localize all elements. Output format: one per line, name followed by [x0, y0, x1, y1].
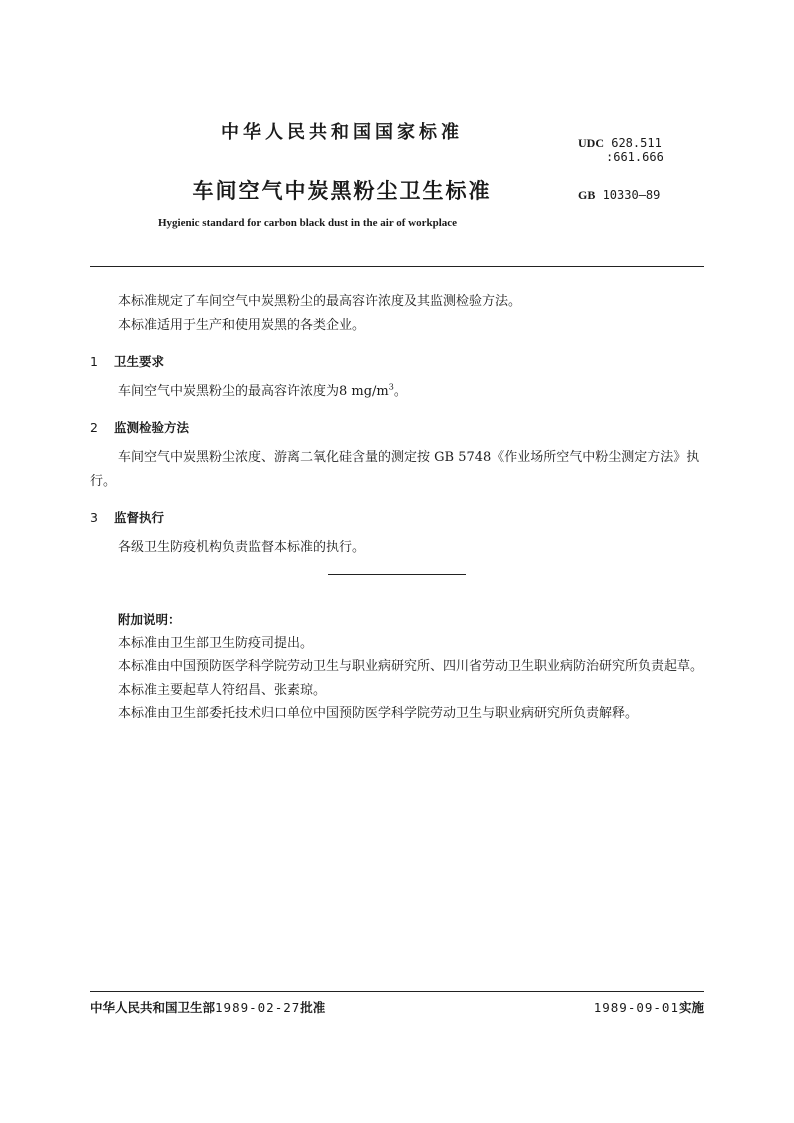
section-1-body-end: 。: [393, 384, 407, 399]
section-1-body-text: 车间空气中炭黑粉尘的最高容许浓度为8 mg/m: [118, 384, 389, 399]
approve-label: 批准: [300, 1000, 326, 1015]
section-2-body: 车间空气中炭黑粉尘浓度、游离二氧化硅含量的测定按 GB 5748《作业场所空气中粉尘测定方法》执行。: [90, 450, 700, 489]
section-1-title: 卫生要求: [114, 354, 165, 369]
section-2-heading: [90, 416, 704, 440]
footer-effective: [594, 998, 704, 1016]
intro-paragraph-2: 本标准适用于生产和使用炭黑的各类企业。: [118, 318, 366, 333]
udc-line-1: [578, 136, 664, 150]
superscript-3: 3: [388, 382, 394, 392]
national-standard-title: 中华人民共和国国家标准: [221, 122, 463, 143]
section-2-number: 2: [90, 420, 98, 435]
issuer: 中华人民共和国卫生部: [90, 1000, 216, 1015]
effective-date: 1989-09-01: [593, 1000, 679, 1015]
udc-label: UDC: [578, 136, 604, 150]
standard-title: 车间空气中炭黑粉尘卫生标准: [192, 179, 492, 203]
section-3-body: 各级卫生防疫机构负责监督本标准的执行。: [118, 540, 366, 555]
approve-date: 1989-02-27: [215, 1000, 301, 1015]
english-title: Hygienic standard for carbon black dust in the air of workplace: [158, 217, 458, 229]
section-1-heading: [90, 350, 704, 374]
udc-code-2: :661.666: [606, 150, 664, 164]
notes-heading: 附加说明：: [118, 612, 181, 627]
end-divider: [328, 574, 466, 575]
gb-label: GB: [578, 188, 596, 202]
section-3-title: 监督执行: [114, 510, 165, 525]
additional-notes: [90, 608, 704, 726]
note-line-2: 本标准由中国预防医学科学院劳动卫生与职业病研究所、四川省劳动卫生职业病防治研究所负责起草。: [118, 659, 704, 674]
section-1-body: [90, 380, 704, 404]
udc-code-1: 628.511: [611, 136, 662, 150]
note-line-3: 本标准主要起草人符绍昌、张素琼。: [118, 682, 327, 698]
footer: [90, 998, 704, 1016]
main-content: [90, 290, 704, 560]
section-3-heading: [90, 506, 704, 530]
effective-label: 实施: [678, 1000, 704, 1015]
intro-paragraph-1: 本标准规定了车间空气中炭黑粉尘的最高容许浓度及其监测检验方法。: [118, 294, 522, 309]
note-line-1: 本标准由卫生部卫生防疫司提出。: [118, 635, 314, 651]
gb-number: 10330—89: [602, 188, 661, 202]
top-divider: [90, 266, 704, 267]
section-3-number: 3: [90, 510, 98, 525]
section-2-title: 监测检验方法: [114, 420, 190, 435]
footer-approval: [90, 998, 325, 1016]
section-1-number: 1: [90, 354, 98, 369]
bottom-divider: [90, 991, 704, 992]
note-line-4: 本标准由卫生部委托技术归口单位中国预防医学科学院劳动卫生与职业病研究所负责解释。: [118, 706, 639, 721]
